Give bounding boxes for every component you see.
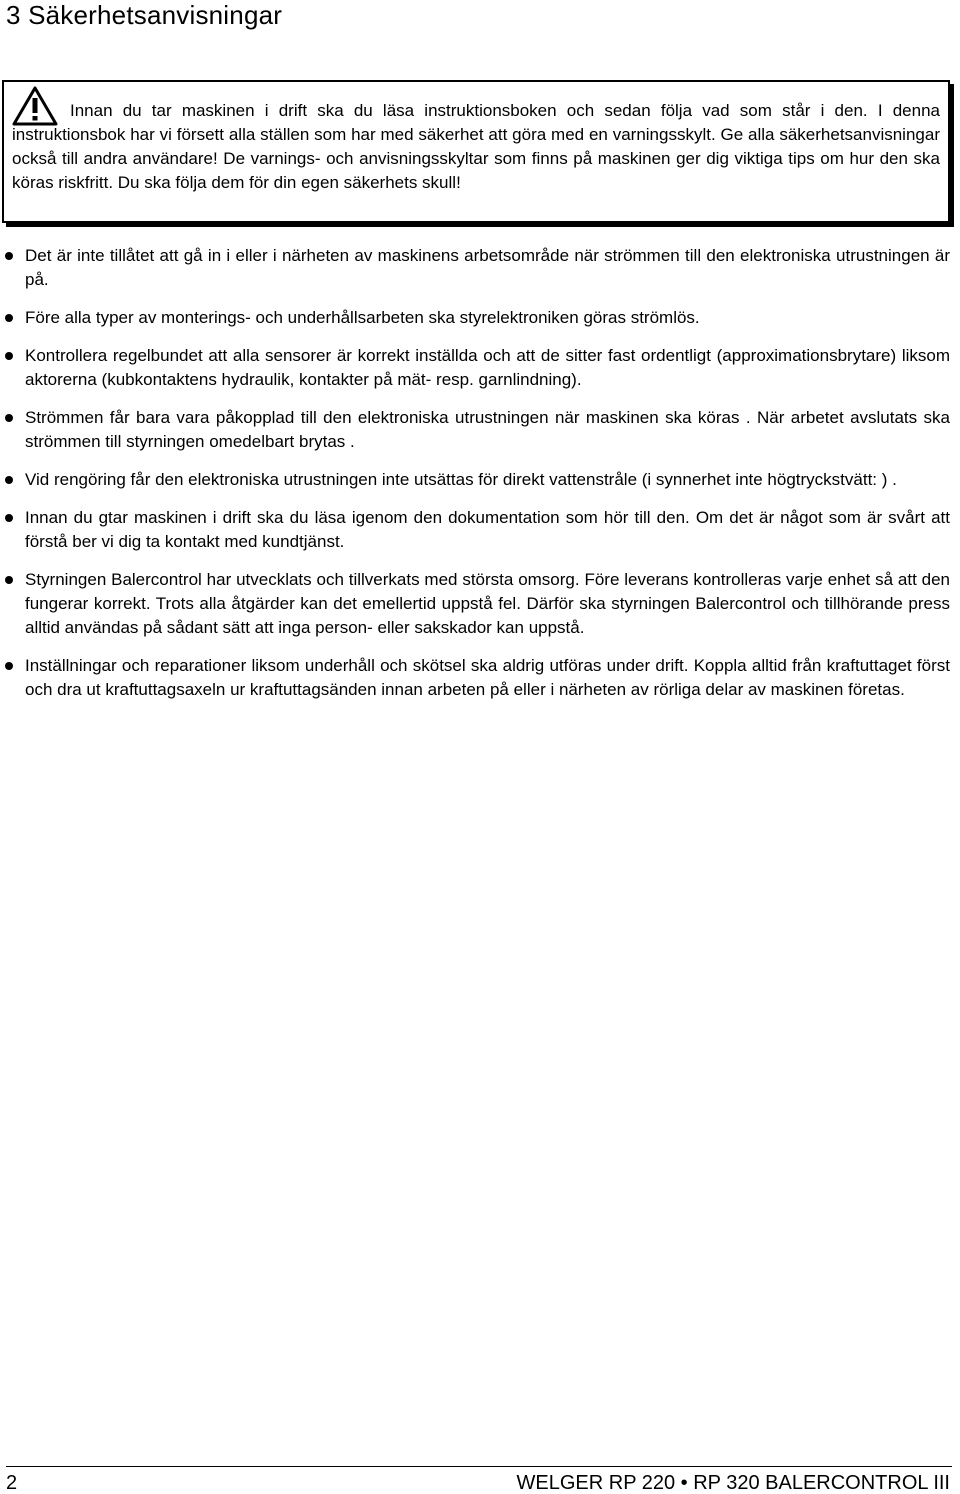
bullet-icon xyxy=(5,314,13,322)
list-item-text: Kontrollera regelbundet att alla sensorer är korrekt inställda och att de sitter fast ordentligt (approximationsbrytare) liksom aktorerna (kubkontaktens hydraulik, kontakter på mät- resp. garnlindning). xyxy=(25,346,950,389)
bullet-icon xyxy=(5,352,13,360)
list-item xyxy=(0,506,950,554)
list-item-text: Vid rengöring får den elektroniska utrustningen inte utsättas för direkt vattenstråle (i synnerhet inte högtryckstvätt: ) . xyxy=(25,470,897,489)
footer-divider xyxy=(6,1466,952,1467)
list-item xyxy=(0,344,950,392)
warning-box xyxy=(2,80,950,223)
bullet-icon xyxy=(5,576,13,584)
footer-product-name: WELGER RP 220 • RP 320 BALERCONTROL III xyxy=(516,1472,950,1494)
list-item-text: Före alla typer av monterings- och underhållsarbeten ska styrelektroniken göras strömlös. xyxy=(25,308,700,327)
list-item-text: Strömmen får bara vara påkopplad till den elektroniska utrustningen när maskinen ska köras . När arbetet avslutats ska strömmen till styrningen omedelbart brytas . xyxy=(25,408,950,451)
list-item xyxy=(0,654,950,702)
safety-instructions-list xyxy=(0,244,950,716)
footer-page-number: 2 xyxy=(6,1472,18,1494)
bullet-icon xyxy=(5,476,13,484)
list-item xyxy=(0,406,950,454)
list-item-text: Inställningar och reparationer liksom underhåll och skötsel ska aldrig utföras under drift. Koppla alltid från kraftuttaget först och dra ut kraftuttagsaxeln ur kraftuttagsänden innan arbeten på eller i närheten av rörliga delar av maskinen företas. xyxy=(25,656,950,699)
warning-triangle-icon xyxy=(12,86,58,126)
warning-text: Innan du tar maskinen i drift ska du läsa instruktionsboken och sedan följa vad som står i den. I denna instruktionsbok har vi försett alla ställen som har med säkerhet att göra med en varningsskylt. Ge alla säkerhetsanvisningar också till andra användare! De varnings- och anvisningsskyltar som finns på maskinen ger dig viktiga tips om hur den ska köras riskfritt. Du ska följa dem för din egen säkerhets skull! xyxy=(12,101,940,192)
list-item-text: Det är inte tillåtet att gå in i eller i närheten av maskinens arbetsområde när strömmen till den elektroniska utrustningen är på. xyxy=(25,246,950,289)
bullet-icon xyxy=(5,414,13,422)
bullet-icon xyxy=(5,662,13,670)
page-heading: 3 Säkerhetsanvisningar xyxy=(6,0,283,30)
bullet-icon xyxy=(5,514,13,522)
list-item xyxy=(0,468,950,492)
bullet-icon xyxy=(5,252,13,260)
list-item xyxy=(0,244,950,292)
list-item xyxy=(0,306,950,330)
list-item-text: Innan du gtar maskinen i drift ska du läsa igenom den dokumentation som hör till den. Om det är något som är svårt att förstå ber vi dig ta kontakt med kundtjänst. xyxy=(25,508,950,551)
list-item xyxy=(0,568,950,640)
list-item-text: Styrningen Balercontrol har utvecklats och tillverkats med största omsorg. Före leverans kontrolleras varje enhet så att den fungerar korrekt. Trots alla åtgärder kan det emellertid uppstå fel. Därför ska styrningen Balercontrol och tillhörande press alltid användas på sådant sätt att inga person- eller sakskador kan uppstå. xyxy=(25,570,950,637)
